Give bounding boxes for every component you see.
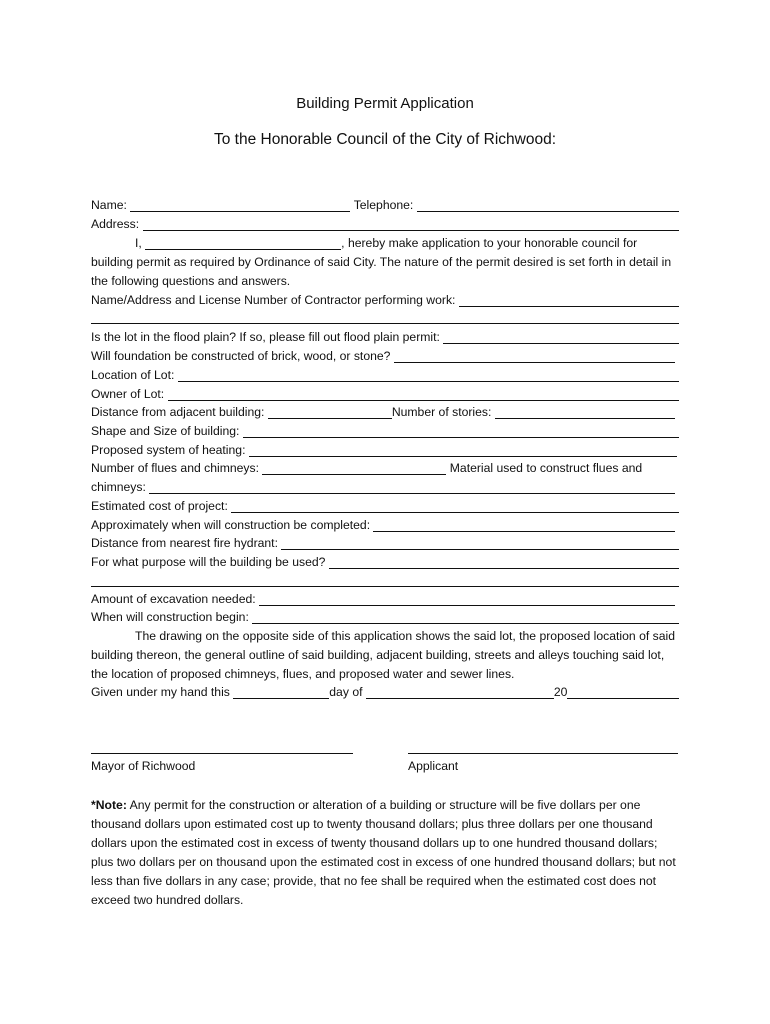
foundation-row bbox=[91, 347, 675, 366]
flood-plain-label: Is the lot in the flood plain? If so, please fill out flood plain permit: bbox=[91, 330, 440, 344]
mayor-signature-line[interactable] bbox=[91, 753, 353, 754]
chimneys-label: chimneys: bbox=[91, 480, 146, 494]
address-label: Address: bbox=[91, 217, 140, 231]
mayor-signature-label: Mayor of Richwood bbox=[91, 759, 196, 773]
i-prefix: I, bbox=[135, 236, 142, 250]
owner-label: Owner of Lot: bbox=[91, 387, 165, 401]
hydrant-label: Distance from nearest fire hydrant: bbox=[91, 536, 278, 550]
flues-material-label: Material used to construct flues and bbox=[449, 461, 643, 475]
applicant-statement-row bbox=[135, 234, 679, 253]
cost-label: Estimated cost of project: bbox=[91, 499, 228, 513]
excavation-row bbox=[91, 590, 675, 609]
completion-row bbox=[91, 516, 675, 535]
chimneys-field[interactable] bbox=[149, 479, 675, 494]
fee-note bbox=[91, 796, 683, 910]
completion-field[interactable] bbox=[373, 517, 675, 532]
contractor-row-2 bbox=[91, 308, 679, 327]
heating-row bbox=[91, 441, 677, 460]
excavation-field[interactable] bbox=[259, 591, 675, 606]
flues-label: Number of flues and chimneys: bbox=[91, 461, 259, 475]
cost-row bbox=[91, 497, 679, 516]
stories-label: Number of stories: bbox=[391, 405, 492, 419]
location-row bbox=[91, 366, 679, 385]
flues-field[interactable] bbox=[262, 460, 446, 475]
purpose-field[interactable] bbox=[329, 554, 679, 569]
begin-field[interactable] bbox=[252, 609, 679, 624]
flood-plain-row bbox=[91, 328, 679, 347]
hydrant-row bbox=[91, 534, 679, 553]
purpose-row-2 bbox=[91, 571, 679, 590]
telephone-field[interactable] bbox=[417, 197, 679, 212]
name-telephone-row bbox=[91, 196, 679, 215]
purpose-label: For what purpose will the building be used? bbox=[91, 555, 326, 569]
begin-label: When will construction begin: bbox=[91, 610, 249, 624]
foundation-label: Will foundation be constructed of brick, wood, or stone? bbox=[91, 349, 391, 363]
year-prefix-label: 20 bbox=[553, 685, 568, 699]
shape-size-row bbox=[91, 422, 679, 441]
location-field[interactable] bbox=[178, 367, 679, 382]
i-suffix: , hereby make application to your honorable council for bbox=[341, 236, 638, 250]
purpose-field-2[interactable] bbox=[91, 572, 679, 587]
applicant-name-field[interactable] bbox=[145, 235, 341, 250]
begin-row bbox=[91, 608, 679, 627]
applicant-signature-line[interactable] bbox=[408, 753, 678, 754]
owner-row bbox=[91, 385, 679, 404]
shape-size-field[interactable] bbox=[243, 423, 679, 438]
distance-adjacent-label: Distance from adjacent building: bbox=[91, 405, 265, 419]
flues-row bbox=[91, 459, 679, 478]
contractor-label: Name/Address and License Number of Contractor performing work: bbox=[91, 293, 456, 307]
name-label: Name: bbox=[91, 198, 127, 212]
intro-paragraph: building permit as required by Ordinance of said City. The nature of the permit desired is set forth in detail in the following questions and answers. bbox=[91, 255, 672, 288]
note-label: *Note: bbox=[91, 798, 127, 812]
address-field[interactable] bbox=[143, 216, 680, 231]
given-row bbox=[91, 683, 679, 702]
given-year-field[interactable] bbox=[567, 684, 679, 699]
distance-adjacent-field[interactable] bbox=[268, 404, 392, 419]
owner-field[interactable] bbox=[168, 386, 679, 401]
telephone-label: Telephone: bbox=[353, 198, 414, 212]
drawing-paragraph: The drawing on the opposite side of this application shows the said lot, the proposed location of said building thereon, the general outline of said building, adjacent building, streets and alleys touching said lot, the location of proposed chimneys, flues, and proposed water and sewer lines. bbox=[91, 629, 675, 681]
given-label: Given under my hand this bbox=[91, 685, 230, 699]
given-month-field[interactable] bbox=[366, 684, 554, 699]
salutation: To the Honorable Council of the City of Richwood: bbox=[213, 131, 557, 148]
hydrant-field[interactable] bbox=[281, 535, 679, 550]
heating-label: Proposed system of heating: bbox=[91, 443, 246, 457]
name-field[interactable] bbox=[130, 197, 350, 212]
excavation-label: Amount of excavation needed: bbox=[91, 592, 256, 606]
location-label: Location of Lot: bbox=[91, 368, 175, 382]
completion-label: Approximately when will construction be completed: bbox=[91, 518, 371, 532]
page-title: Building Permit Application bbox=[296, 95, 474, 112]
day-of-label: day of bbox=[329, 685, 363, 699]
stories-field[interactable] bbox=[495, 404, 675, 419]
purpose-row bbox=[91, 553, 679, 572]
address-row bbox=[91, 215, 679, 234]
note-text: Any permit for the construction or alteration of a building or structure will be five dollars per one thousand dollars upon estimated cost up to twenty thousand dollars; plus three dollars per one thousand dollars upon the estimated cost in excess of twenty thousand dollars up to one hundred thousand dollars; plus two dollars per on thousand upon the estimated cost in excess of one hundred thousand dollars; but not less than five dollars in any case; provide, that no fee shall be required when the estimated cost does not exceed two hundred dollars. bbox=[91, 798, 676, 907]
foundation-field[interactable] bbox=[394, 348, 675, 363]
chimneys-row bbox=[91, 478, 675, 497]
contractor-field-2[interactable] bbox=[91, 309, 679, 324]
given-day-field[interactable] bbox=[233, 684, 329, 699]
contractor-field[interactable] bbox=[459, 292, 679, 307]
shape-size-label: Shape and Size of building: bbox=[91, 424, 240, 438]
cost-field[interactable] bbox=[231, 498, 679, 513]
flood-plain-field[interactable] bbox=[443, 329, 679, 344]
heating-field[interactable] bbox=[249, 442, 677, 457]
applicant-signature-label: Applicant bbox=[408, 759, 459, 773]
distance-stories-row bbox=[91, 403, 675, 422]
